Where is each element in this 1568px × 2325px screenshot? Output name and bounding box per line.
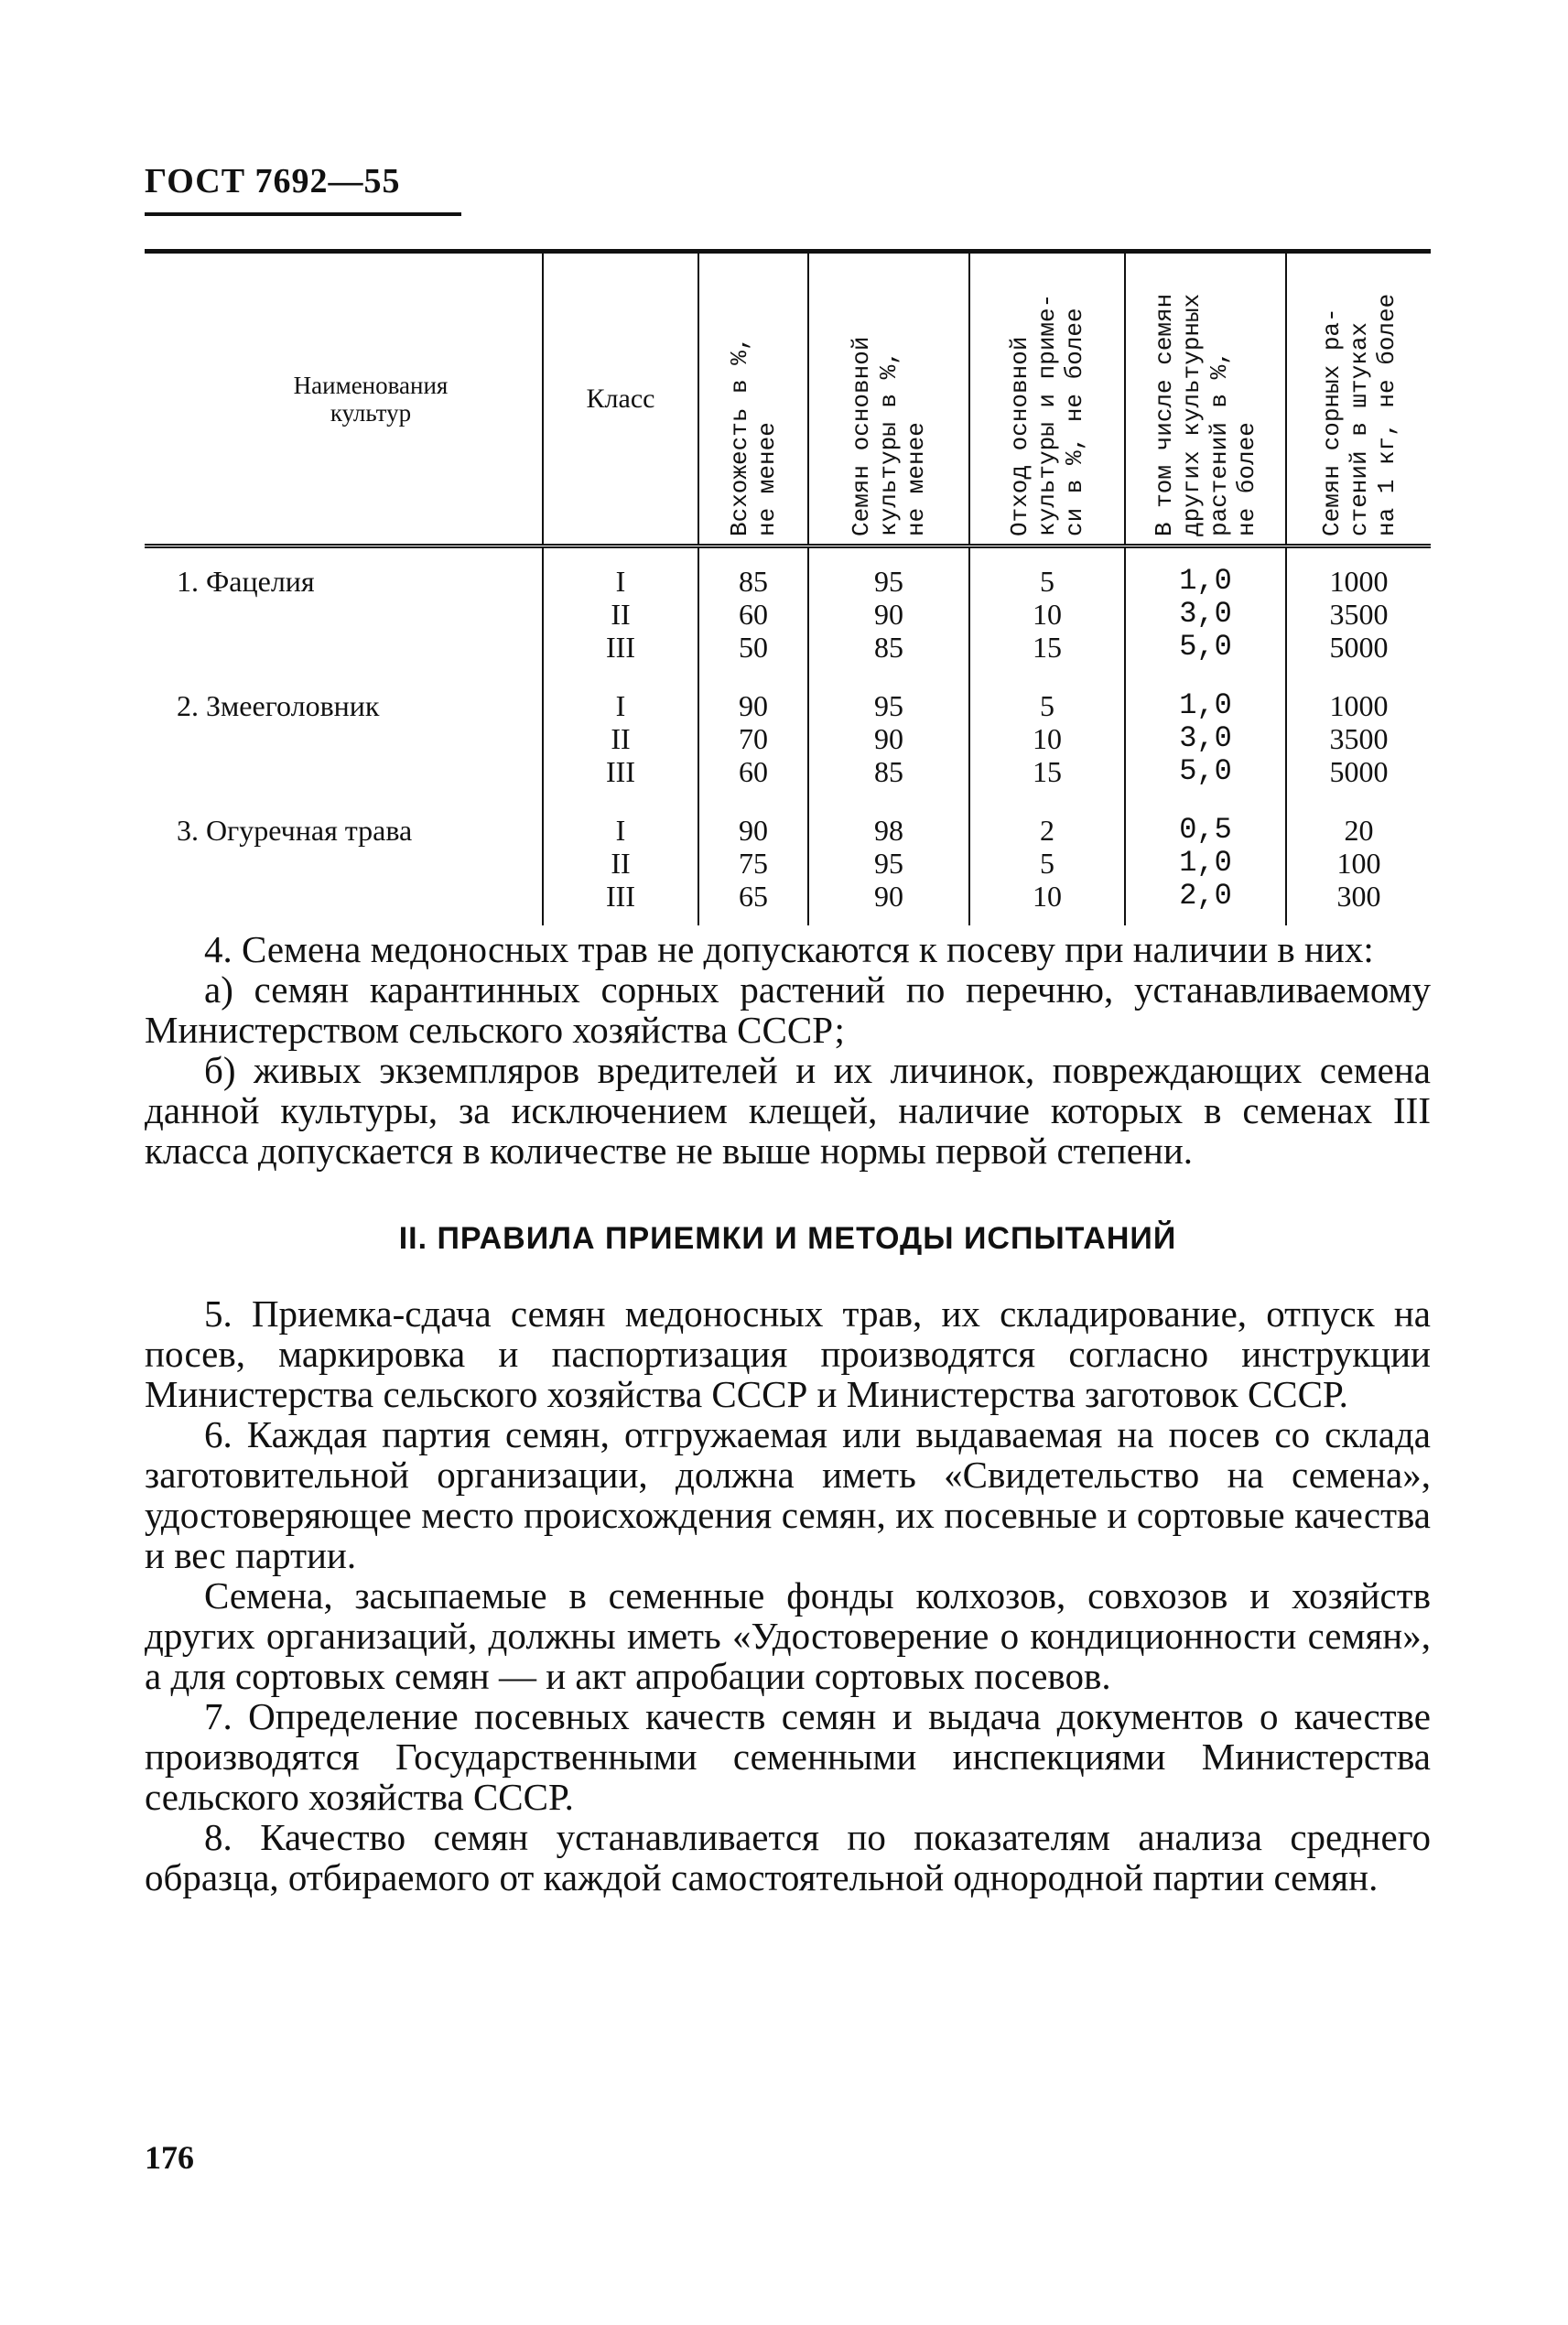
other-crops-value: 1,0 bbox=[1179, 688, 1232, 722]
weeds-value: 5000 bbox=[1329, 631, 1389, 664]
paragraph-5: 5. Приемка-сдача семян медоносных трав, их складирование, отпуск на посев, маркировка и паспортизация производятся согласно инструкции Министерства сельского хозяйства СССР и Министерства заготовок СССР. bbox=[145, 1292, 1431, 1415]
header-main-seeds bbox=[808, 252, 969, 546]
table-row bbox=[145, 801, 1431, 925]
waste-value: 10 bbox=[1033, 880, 1062, 913]
class-value: III bbox=[606, 755, 635, 788]
waste-value: 10 bbox=[1033, 598, 1062, 631]
header-text: В том числе семян других культурных растений в %, не более bbox=[1151, 293, 1260, 536]
germination-value: 65 bbox=[739, 880, 768, 913]
class-value: II bbox=[611, 847, 631, 880]
table-header-row bbox=[145, 252, 1431, 546]
other-crops-value: 2,0 bbox=[1179, 879, 1232, 913]
germination-cell bbox=[698, 676, 808, 801]
main-seeds-value: 90 bbox=[874, 598, 903, 631]
main-seeds-cell bbox=[808, 546, 969, 677]
paragraph-8: 8. Качество семян устанавливается по показателям анализа среднего образца, отбираемого от каждой самостоятельной однородной партии семян. bbox=[145, 1816, 1431, 1898]
crop-name: 2. Змееголовник bbox=[177, 689, 380, 722]
other-crops-value: 5,0 bbox=[1179, 754, 1232, 788]
weeds-value: 3500 bbox=[1329, 598, 1389, 631]
class-cell bbox=[543, 676, 698, 801]
main-seeds-value: 90 bbox=[874, 880, 903, 913]
weeds-cell bbox=[1286, 546, 1431, 677]
other-crops-value: 5,0 bbox=[1179, 630, 1232, 664]
main-seeds-value: 95 bbox=[874, 689, 903, 722]
main-seeds-value: 95 bbox=[874, 565, 903, 598]
table-row bbox=[145, 546, 1431, 677]
germination-value: 90 bbox=[739, 689, 768, 722]
germination-value: 70 bbox=[739, 722, 768, 755]
weeds-cell bbox=[1286, 676, 1431, 801]
waste-value: 15 bbox=[1033, 755, 1062, 788]
germination-cell bbox=[698, 801, 808, 925]
germination-value: 90 bbox=[739, 814, 768, 847]
class-value: III bbox=[606, 631, 635, 664]
header-text: Класс bbox=[586, 383, 655, 414]
waste-cell bbox=[969, 676, 1125, 801]
main-seeds-value: 98 bbox=[874, 814, 903, 847]
class-value: I bbox=[615, 565, 626, 598]
class-value: II bbox=[611, 722, 631, 755]
class-value: III bbox=[606, 880, 635, 913]
weeds-value: 3500 bbox=[1329, 722, 1389, 755]
main-seeds-value: 95 bbox=[874, 847, 903, 880]
germination-value: 60 bbox=[739, 598, 768, 631]
seed-norms-table bbox=[145, 249, 1431, 925]
class-cell bbox=[543, 546, 698, 677]
waste-value: 10 bbox=[1033, 722, 1062, 755]
other-crops-value: 0,5 bbox=[1179, 813, 1232, 847]
header-weeds bbox=[1286, 252, 1431, 546]
header-text: Всхожесть в %, не менее bbox=[726, 336, 781, 536]
header-waste bbox=[969, 252, 1125, 546]
germination-value: 85 bbox=[739, 565, 768, 598]
main-seeds-cell bbox=[808, 676, 969, 801]
class-cell bbox=[543, 801, 698, 925]
header-other-crops bbox=[1125, 252, 1286, 546]
class-value: I bbox=[615, 814, 626, 847]
crop-name: 1. Фацелия bbox=[177, 565, 315, 598]
paragraph-4b: б) живых экземпляров вредителей и их личинок, повреждающих семена данной культуры, за исключением клещей, наличие которых в семенах III класса допускается в количестве не выше нормы первой степени. bbox=[145, 1049, 1431, 1172]
other-crops-value: 3,0 bbox=[1179, 721, 1232, 755]
main-seeds-value: 90 bbox=[874, 722, 903, 755]
norms-table-container bbox=[145, 249, 1431, 925]
header-germination bbox=[698, 252, 808, 546]
header-crop-name bbox=[145, 252, 543, 546]
main-seeds-value: 85 bbox=[874, 631, 903, 664]
header-underline bbox=[145, 212, 461, 216]
class-value: II bbox=[611, 598, 631, 631]
table-row bbox=[145, 676, 1431, 801]
waste-value: 5 bbox=[1040, 847, 1054, 880]
section-heading: II. ПРАВИЛА ПРИЕМКИ И МЕТОДЫ ИСПЫТАНИЙ bbox=[398, 1221, 1177, 1256]
waste-cell bbox=[969, 801, 1125, 925]
weeds-value: 20 bbox=[1344, 814, 1374, 847]
waste-value: 5 bbox=[1040, 565, 1054, 598]
header-text: Отход основной культуры и приме- си в %, не более bbox=[1006, 293, 1088, 536]
weeds-cell bbox=[1286, 801, 1431, 925]
page-number: 176 bbox=[145, 2139, 194, 2176]
paragraph-6: 6. Каждая партия семян, отгружаемая или выдаваемая на посев со склада заготовительной организации, должна иметь «Свидетельство на семена», удостоверяющее место происхождения семян, их посевные и сортовые качества и вес партии. bbox=[145, 1413, 1431, 1576]
document-header: ГОСТ 7692—55 bbox=[145, 162, 401, 200]
class-value: I bbox=[615, 689, 626, 722]
weeds-value: 300 bbox=[1336, 880, 1381, 913]
header-text: Семян основной культуры в %, не менее bbox=[848, 336, 930, 536]
waste-value: 5 bbox=[1040, 689, 1054, 722]
crop-name: 3. Огуречная трава bbox=[177, 814, 413, 847]
paragraph-4a: а) семян карантинных сорных растений по перечню, устанавливаемому Министерством сельского хозяйства СССР; bbox=[145, 968, 1431, 1051]
main-seeds-cell bbox=[808, 801, 969, 925]
other-crops-cell bbox=[1125, 801, 1286, 925]
header-text: Наименования культур bbox=[293, 371, 449, 427]
weeds-value: 1000 bbox=[1329, 565, 1389, 598]
germination-value: 50 bbox=[739, 631, 768, 664]
other-crops-cell bbox=[1125, 546, 1286, 677]
weeds-value: 100 bbox=[1336, 847, 1381, 880]
paragraph-7: 7. Определение посевных качеств семян и выдача документов о качестве производятся Государственными семенными инспекциями Министерства сельского хозяйства СССР. bbox=[145, 1695, 1431, 1818]
germination-value: 60 bbox=[739, 755, 768, 788]
germination-cell bbox=[698, 546, 808, 677]
weeds-value: 1000 bbox=[1329, 689, 1389, 722]
document-body bbox=[145, 929, 1431, 1898]
weeds-value: 5000 bbox=[1329, 755, 1389, 788]
other-crops-value: 1,0 bbox=[1179, 564, 1232, 598]
paragraph-6b: Семена, засыпаемые в семенные фонды колхозов, совхозов и хозяйств других организаций, должны иметь «Удостоверение о кондиционности семян», а для сортовых семян — и акт апробации сортовых посевов. bbox=[145, 1574, 1431, 1697]
waste-cell bbox=[969, 546, 1125, 677]
waste-value: 2 bbox=[1040, 814, 1054, 847]
waste-value: 15 bbox=[1033, 631, 1062, 664]
main-seeds-value: 85 bbox=[874, 755, 903, 788]
germination-value: 75 bbox=[739, 847, 768, 880]
other-crops-cell bbox=[1125, 676, 1286, 801]
header-class bbox=[543, 252, 698, 546]
other-crops-value: 1,0 bbox=[1179, 846, 1232, 880]
paragraph-4: 4. Семена медоносных трав не допускаются к посеву при наличии в них: bbox=[204, 928, 1374, 970]
other-crops-value: 3,0 bbox=[1179, 597, 1232, 631]
header-text: Семян сорных ра- стений в штуках на 1 кг, не более bbox=[1317, 293, 1400, 536]
